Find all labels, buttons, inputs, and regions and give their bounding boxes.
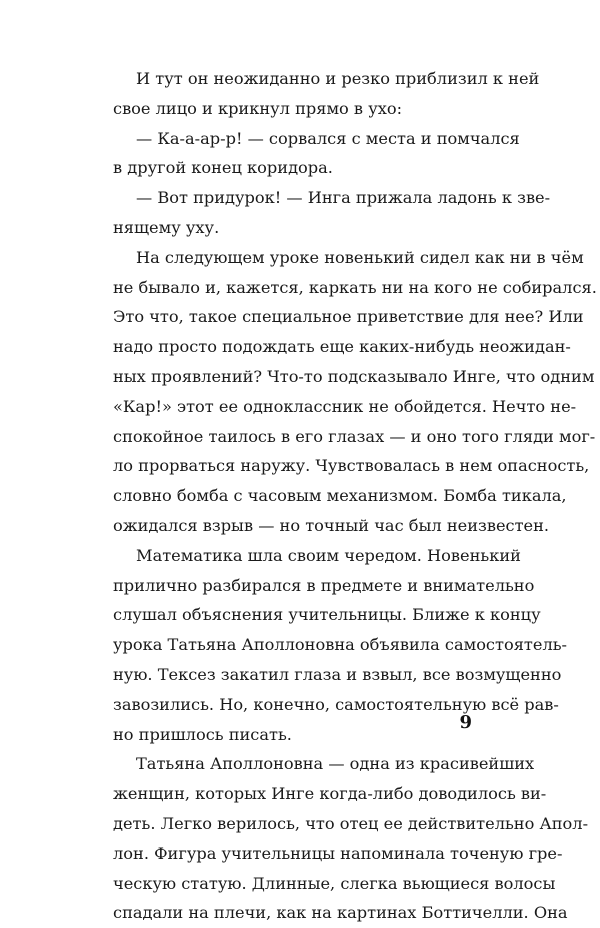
text-line: Математика шла своим чередом. Новенький — [136, 545, 521, 565]
text-line: нящему уху. — [113, 217, 220, 237]
text-line: На следующем уроке новенький сидел как ни в чём — [136, 247, 584, 267]
page-number: 9 — [459, 712, 472, 733]
text-line: спокойное таилось в его глазах — и оно того гляди мог- — [113, 426, 596, 446]
paragraph — [113, 183, 551, 243]
text-line: не бывало и, кажется, каркать ни на кого не собирался. — [113, 277, 597, 297]
text-line: деть. Легко верилось, что отец ее действительно Апол- — [113, 813, 589, 833]
text-line: в другой конец коридора. — [113, 158, 333, 178]
book-page-text — [113, 64, 597, 928]
text-line: ожидался взрыв — но точный час был неизвестен. — [113, 515, 550, 535]
paragraph — [113, 749, 589, 928]
text-line: женщин, которых Инге когда-либо доводилось ви- — [113, 784, 547, 804]
paragraph — [113, 64, 540, 124]
paragraph — [113, 541, 568, 750]
text-line: ло прорваться наружу. Чувствовалась в нем опасность, — [113, 456, 590, 476]
text-line: лон. Фигура учительницы напоминала точеную гре- — [113, 843, 563, 863]
text-line: урока Татьяна Аполлоновна объявила самостоятель- — [113, 635, 568, 655]
text-line: Это что, такое специальное приветствие для нее? Или — [113, 307, 584, 327]
text-line: но пришлось писать. — [113, 724, 292, 744]
paragraph — [113, 243, 597, 541]
text-line: словно бомба с часовым механизмом. Бомба тикала, — [113, 486, 567, 506]
paragraph — [113, 124, 520, 184]
text-line: надо просто подождать еще каких-нибудь неожидан- — [113, 337, 571, 357]
text-line: спадали на плечи, как на картинах Боттичелли. Она — [113, 903, 568, 923]
text-line: слушал объяснения учительницы. Ближе к концу — [113, 605, 541, 625]
text-line: прилично разбирался в предмете и внимательно — [113, 575, 535, 595]
text-line: ных проявлений? Что-то подсказывало Инге, что одним — [113, 366, 595, 386]
text-line: — Вот придурок! — Инга прижала ладонь к зве- — [136, 188, 551, 208]
text-line: «Кар!» этот ее одноклассник не обойдется. Нечто не- — [113, 396, 577, 416]
text-line: — Ка-а-ар-р! — сорвался с места и помчался — [136, 128, 520, 148]
text-line: Татьяна Аполлоновна — одна из красивейших — [136, 754, 535, 774]
text-line: ную. Тексез закатил глаза и взвыл, все возмущенно — [113, 664, 562, 684]
text-line: завозились. Но, конечно, самостоятельную всё рав- — [113, 694, 559, 714]
text-line: свое лицо и крикнул прямо в ухо: — [113, 98, 403, 118]
text-line: И тут он неожиданно и резко приблизил к ней — [136, 69, 540, 88]
text-line: ческую статую. Длинные, слегка вьющиеся волосы — [113, 873, 556, 893]
